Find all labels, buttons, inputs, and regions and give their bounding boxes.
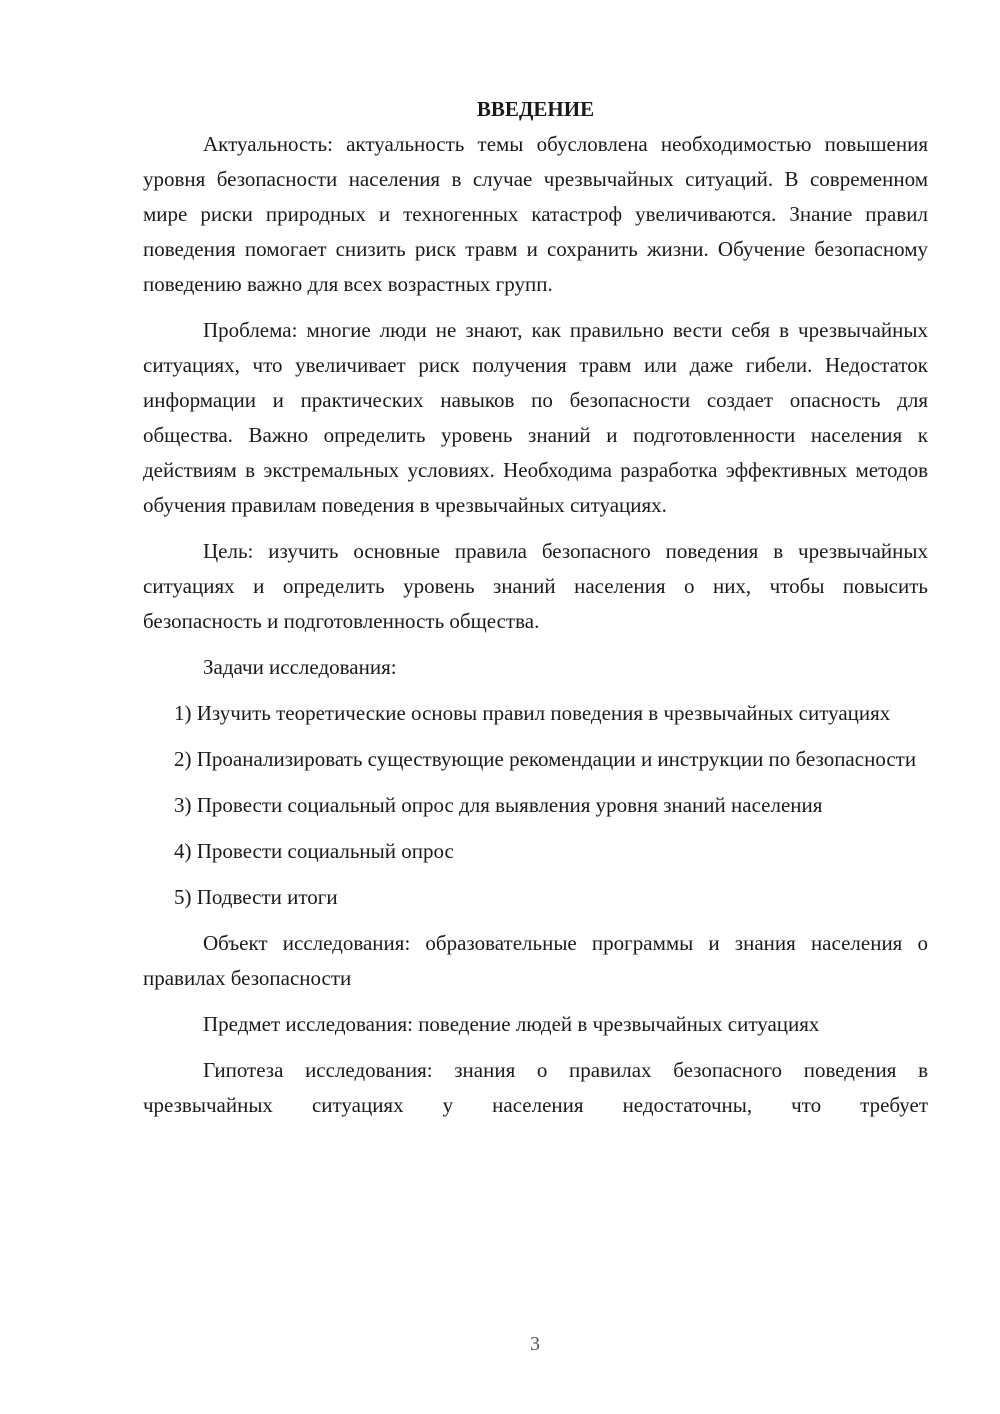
paragraph-relevance: Актуальность: актуальность темы обусловлена необходимостью повышения уровня безопасности населения в случае чрезвычайных ситуаций. В современном мире риски природных и техногенных катастроф увеличиваются. Знание правил поведения помогает снизить риск травм и сохранить жизни. Обучение безопасному поведению важно для всех возрастных групп. [143, 132, 928, 296]
task-item-2: 2) Проанализировать существующие рекомендации и инструкции по безопасности [174, 747, 917, 771]
task-item-3: 3) Провести социальный опрос для выявления уровня знаний населения [174, 793, 823, 817]
paragraph-hypothesis: Гипотеза исследования: знания о правилах безопасного поведения в чрезвычайных ситуациях у населения недостаточны, что требует [143, 1058, 928, 1117]
document-page [143, 92, 928, 1134]
task-item-4: 4) Провести социальный опрос [174, 839, 454, 863]
paragraph-subject: Предмет исследования: поведение людей в чрезвычайных ситуациях [203, 1012, 820, 1036]
paragraph-goal: Цель: изучить основные правила безопасного поведения в чрезвычайных ситуациях и определить уровень знаний населения о них, чтобы повысить безопасность и подготовленность общества. [143, 539, 928, 633]
page-number: 3 [530, 1333, 540, 1355]
task-item-1: 1) Изучить теоретические основы правил поведения в чрезвычайных ситуациях [174, 701, 891, 725]
paragraph-tasks-heading: Задачи исследования: [203, 655, 397, 679]
document-title: ВВЕДЕНИЕ [476, 97, 595, 121]
task-item-5: 5) Подвести итоги [174, 885, 338, 909]
paragraph-problem: Проблема: многие люди не знают, как правильно вести себя в чрезвычайных ситуациях, что увеличивает риск получения травм или даже гибели. Недостаток информации и практических навыков по безопасности создает опасность для общества. Важно определить уровень знаний и подготовленности населения к действиям в экстремальных условиях. Необходима разработка эффективных методов обучения правилам поведения в чрезвычайных ситуациях. [143, 318, 928, 517]
paragraph-object: Объект исследования: образовательные программы и знания населения о правилах безопасности [143, 931, 928, 990]
